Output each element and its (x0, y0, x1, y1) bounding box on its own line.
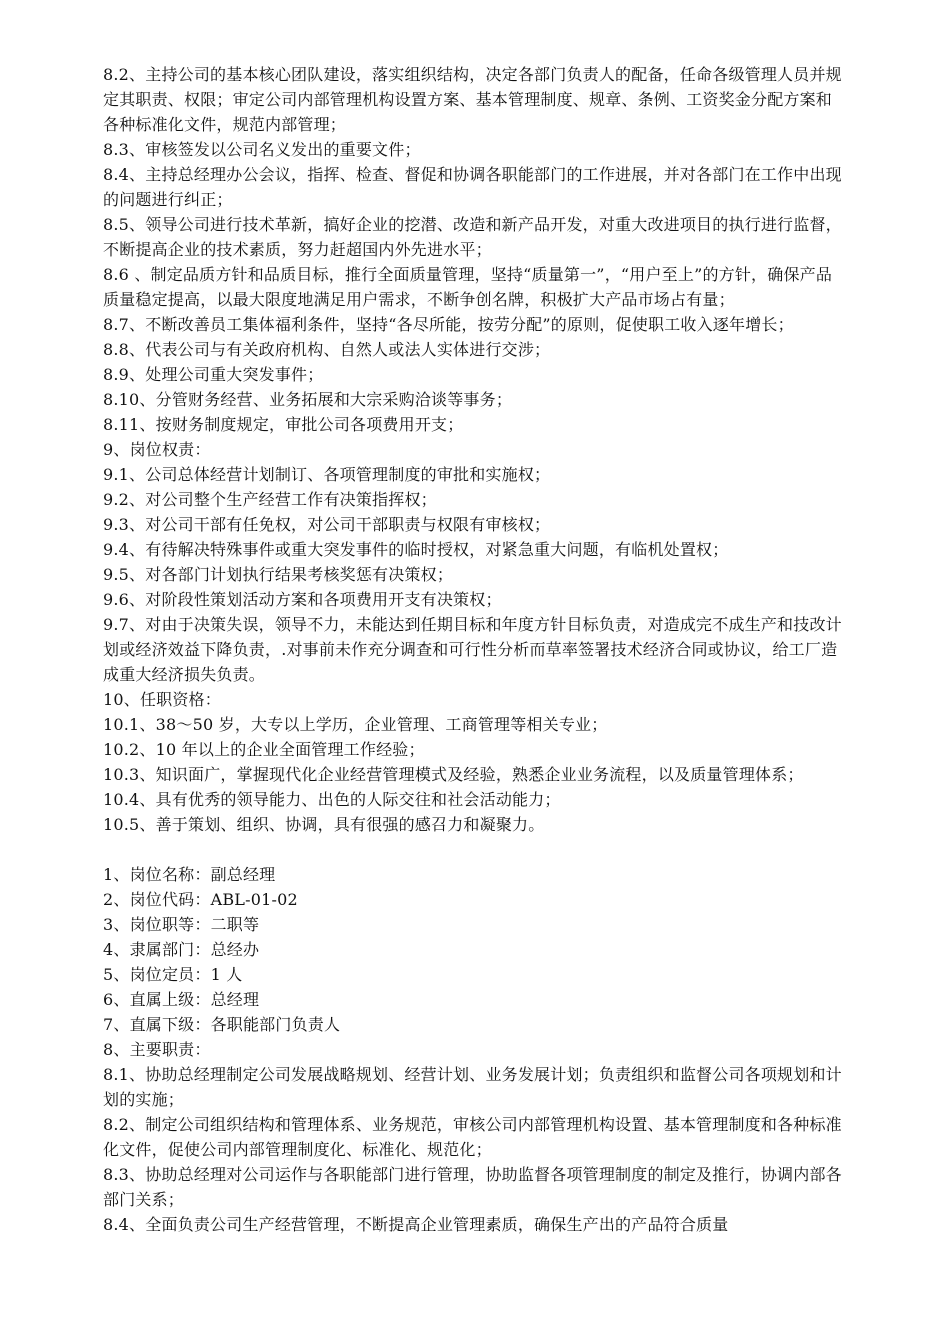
paragraph: 9.1、公司总体经营计划制订、各项管理制度的审批和实施权； (103, 465, 551, 484)
document-page (103, 62, 843, 1237)
paragraph: 8.4、全面负责公司生产经营管理，不断提高企业管理素质，确保生产出的产品符合质量 (103, 1215, 729, 1234)
section-heading: 10、任职资格： (103, 690, 221, 709)
paragraph: 9.7、对由于决策失误，领导不力，未能达到任期目标和年度方针目标负责，对造成完不成生产和技改计划或经济效益下降负责，.对事前未作充分调查和可行性分析而草率签署技术经济合同或协议，给工厂造成重大经济损失负责。 (103, 615, 842, 684)
paragraph: 9.5、对各部门计划执行结果考核奖惩有决策权； (103, 565, 454, 584)
spacer (103, 837, 843, 862)
paragraph: 9.2、对公司整个生产经营工作有决策指挥权； (103, 490, 437, 509)
paragraph: 7、直属下级：各职能部门负责人 (103, 1015, 341, 1034)
paragraph: 1、岗位名称：副总经理 (103, 865, 276, 884)
paragraph: 9.4、有待解决特殊事件或重大突发事件的临时授权，对紧急重大问题，有临机处置权； (103, 540, 729, 559)
paragraph: 4、隶属部门：总经办 (103, 940, 260, 959)
paragraph: 2、岗位代码：ABL-01-02 (103, 890, 298, 909)
paragraph: 10.5、善于策划、组织、协调，具有很强的感召力和凝聚力。 (103, 815, 545, 834)
section-deputy-general-manager (103, 862, 843, 1237)
paragraph: 8.2、主持公司的基本核心团队建设，落实组织结构，决定各部门负责人的配备，任命各级管理人员并规定其职责、权限；审定公司内部管理机构设置方案、基本管理制度、规章、条例、工资奖金分配方案和各种标准化文件，规范内部管理； (103, 65, 842, 134)
paragraph: 3、岗位职等：二职等 (103, 915, 260, 934)
paragraph: 8.11、按财务制度规定，审批公司各项费用开支； (103, 415, 464, 434)
paragraph: 9.6、对阶段性策划活动方案和各项费用开支有决策权； (103, 590, 502, 609)
paragraph: 8.7、不断改善员工集体福利条件，坚持“各尽所能，按劳分配”的原则，促使职工收入逐年增长； (103, 315, 794, 334)
paragraph: 8.9、处理公司重大突发事件； (103, 365, 324, 384)
section-general-manager-duties (103, 62, 843, 837)
paragraph: 8.2、制定公司组织结构和管理体系、业务规范，审核公司内部管理机构设置、基本管理制度和各种标准化文件，促使公司内部管理制度化、标准化、规范化； (103, 1115, 842, 1159)
paragraph: 6、直属上级：总经理 (103, 990, 260, 1009)
paragraph: 8.5、领导公司进行技术革新，搞好企业的挖潜、改造和新产品开发，对重大改进项目的执行进行监督，不断提高企业的技术素质，努力赶超国内外先进水平； (103, 215, 842, 259)
paragraph: 8.3、协助总经理对公司运作与各职能部门进行管理，协助监督各项管理制度的制定及推行，协调内部各部门关系； (103, 1165, 842, 1209)
paragraph: 10.1、38～50 岁，大专以上学历，企业管理、工商管理等相关专业； (103, 715, 608, 734)
section-heading: 9、岗位权责： (103, 440, 211, 459)
paragraph: 8.10、分管财务经营、业务拓展和大宗采购洽谈等事务； (103, 390, 513, 409)
paragraph: 8.4、主持总经理办公会议，指挥、检查、督促和协调各职能部门的工作进展，并对各部门在工作中出现的问题进行纠正； (103, 165, 842, 209)
section-heading: 8、主要职责： (103, 1040, 211, 1059)
paragraph: 10.2、10 年以上的企业全面管理工作经验； (103, 740, 425, 759)
paragraph: 5、岗位定员：1 人 (103, 965, 243, 984)
paragraph: 10.3、知识面广，掌握现代化企业经营管理模式及经验，熟悉企业业务流程，以及质量管理体系； (103, 765, 804, 784)
paragraph: 8.1、协助总经理制定公司发展战略规划、经营计划、业务发展计划；负责组织和监督公司各项规划和计划的实施； (103, 1065, 842, 1109)
paragraph: 10.4、具有优秀的领导能力、出色的人际交往和社会活动能力； (103, 790, 561, 809)
paragraph: 8.3、审核签发以公司名义发出的重要文件； (103, 140, 421, 159)
paragraph: 8.8、代表公司与有关政府机构、自然人或法人实体进行交涉； (103, 340, 551, 359)
paragraph: 8.6 、制定品质方针和品质目标，推行全面质量管理，坚持“质量第一”，“用户至上”的方针，确保产品质量稳定提高，以最大限度地满足用户需求，不断争创名牌，积极扩大产品市场占有量； (103, 265, 833, 309)
paragraph: 9.3、对公司干部有任免权，对公司干部职责与权限有审核权； (103, 515, 551, 534)
